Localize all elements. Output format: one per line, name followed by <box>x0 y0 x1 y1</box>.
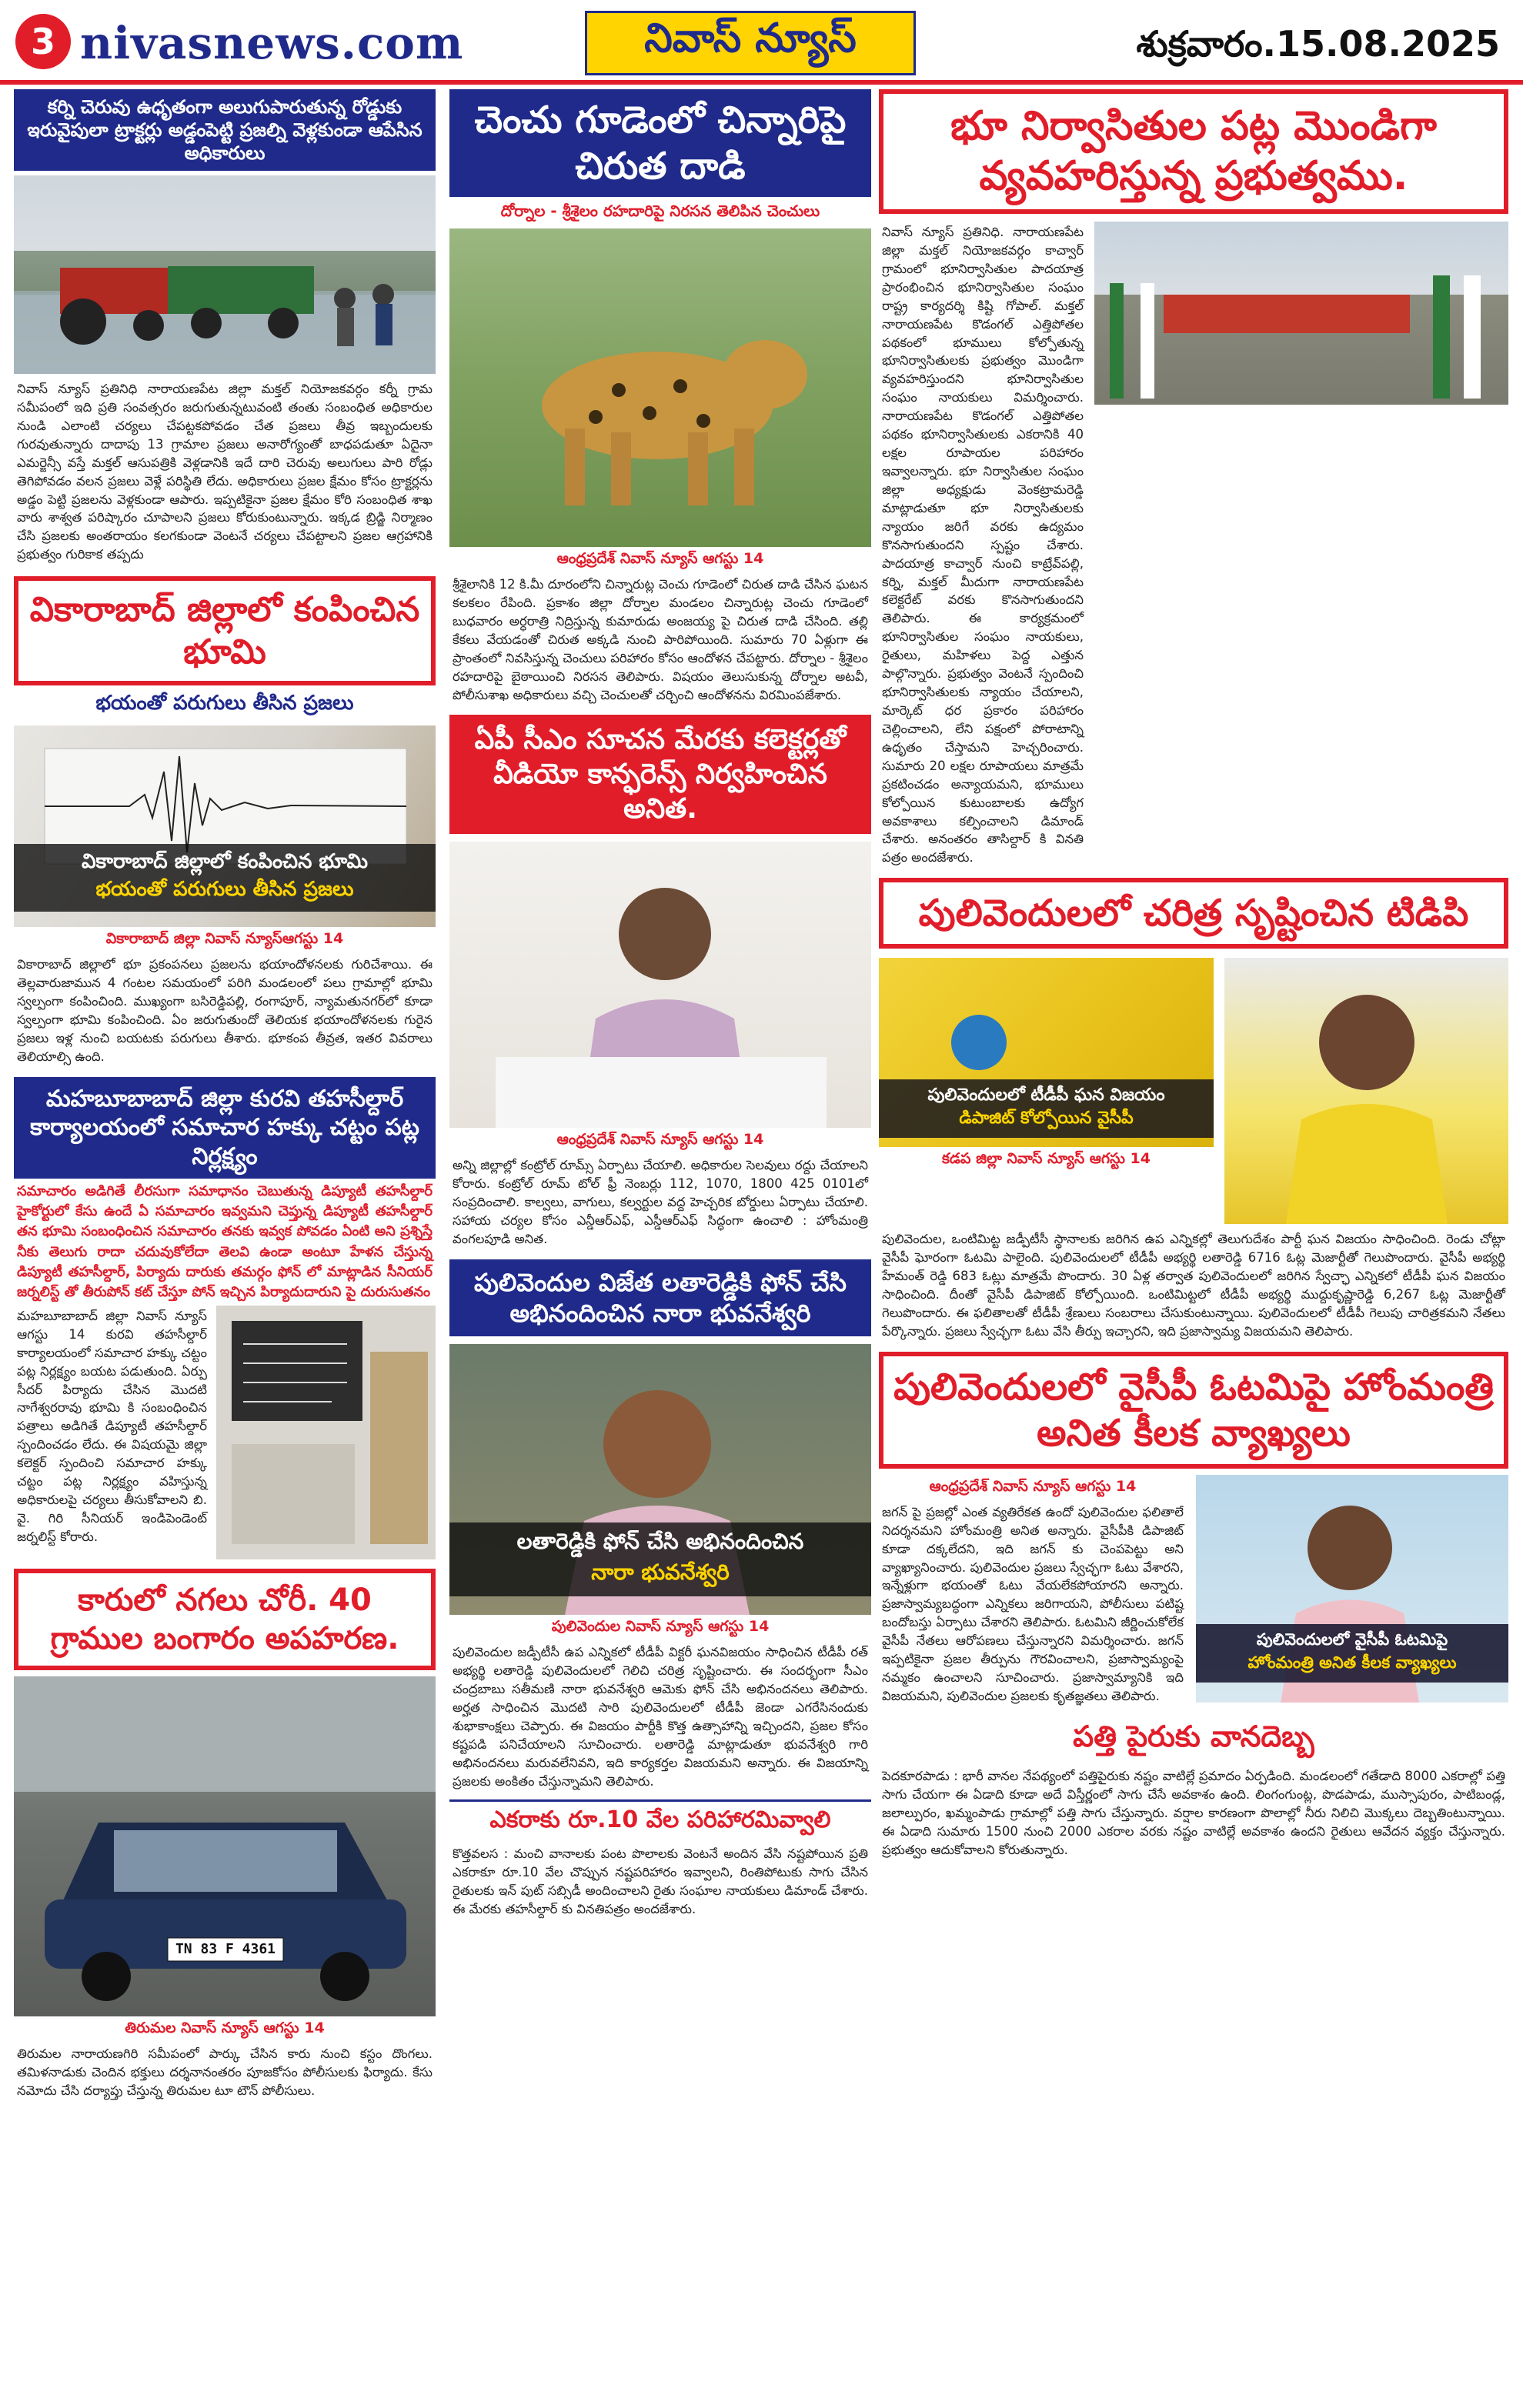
headline-tdp-history: పులివెందులలో చరిత్ర సృష్టించిన టిడిపి <box>879 878 1508 949</box>
column-middle <box>449 89 871 1920</box>
rti-body-row <box>14 1306 436 1559</box>
car-photo <box>14 1676 436 2016</box>
anitha-office-photo <box>449 842 871 1128</box>
article-anitha <box>879 1352 1508 1707</box>
article-tdp-history <box>879 878 1508 1342</box>
tdp-history-dateline: కడప జిల్లా నివాస్ న్యూస్ ఆగస్టు 14 <box>941 1150 1151 1168</box>
article-car-theft <box>14 1569 436 2102</box>
flood-photo <box>14 175 436 374</box>
tdp-history-body: పులివెందుల, ఒంటిమిట్ట జడ్పీటీసీ స్థానాలకు జరిగిన ఉప ఎన్నికల్లో తెలుగుదేశం పార్టీ ఘన విజయం సాధించింది. రెండు చోట్లా వైసీపీ ఘోరంగా ఓటమి పాలైంది. పులివెందులలో టీడీపీ అభ్యర్థి లతారెడ్డి 6716 ఓట్ల మెజార్టీతో గెలుపొందారు. వైసీపీ అభ్యర్థి హేమంత్ రెడ్డి 683 ఓట్లు మాత్రమే పొందారు. 30 ఏళ్ల తర్వాత పులివెందులలో జరిగిన స్వేచ్ఛా ఎన్నికలో టీడీపీ ఘన విజయం సాధించింది. దీంతో వైసీపీ డిపాజిట్ కోల్పోయింది. ఒంటిమిట్టలో టీడీపీ అభ్యర్థి ముద్దుకృష్ణారెడ్డి 6,267 ఓట్ల మెజార్టీతో గెలుపొందారు. ఈ ఫలితాలతో టీడీపీ శ్రేణులు సంబరాలు చేసుకుంటున్నాయి. పులివెందులలో టీడీపీ గెలుపు చారిత్రకమని నేతలు పేర్కొన్నారు. ప్రజలు స్వేచ్ఛగా ఓటు వేసి తీర్పు ఇచ్చారని, ఇది ప్రజాస్వామ్య విజయమని తెలిపారు. <box>882 1232 1505 1339</box>
leopard-photo <box>449 228 871 547</box>
tdp-history-row <box>879 958 1508 1224</box>
masthead <box>0 0 1523 85</box>
flood-body: నివాస్ న్యూస్ ప్రతినిధి నారాయణపేట జిల్లా మక్తల్ నియోజకవర్గం కర్నీ గ్రామ సమీపంలో ఇది ప్రతి సంవత్సరం జరుగుతున్నటువంటి తంతు సంబంధిత అధికారుల నుండి ఎలాంటి చర్యలు చేపట్టకపోవడం చేత ప్రజలు తీవ్ర ఇబ్బందులకు గురవుతున్నారు దాదాపు 13 గ్రామాల ప్రజలు అనారోగ్యంతో బాధపడుతూ ఏదైనా ఎమర్జెన్సీ వస్తే మక్తల్ ఆసుపత్రికి వెళ్లడానికి ఇదే దారి చెరువు అలుగులు పారి రోడ్లు తెగిపోవడం వలన ప్రజలు వెళ్లే పరిస్థితి లేదు. అధికారులు ప్రజల క్షేమం కోసం ట్రాక్టర్లను అడ్డం పెట్టి ప్రజలను వెళ్లకుండా ఆపారు. ఇప్పటికైనా ప్రజల క్షేమం కోరి సంబంధిత శాఖ వారు శాశ్వత పరిష్కారం చూపాలని ప్రజలు కోరుకుంటున్నారు. ఇక్కడ బ్రిడ్జి నిర్మాణం చేసి ప్రజలకు అంతరాయం కలగకుండా వెంటనే చర్యలు చేపట్టాలని ప్రజల ఆగ్రహానికి ప్రభుత్వం గురికాక తప్పదు <box>17 382 433 562</box>
cotton-body: పెదకూరపాడు : భారీ వానల నేపథ్యంలో పత్తిపైరుకు నష్టం వాటిల్లే ప్రమాదం ఏర్పడింది. మండలంలో గతేడాది 8000 ఎకరాల్లో పత్తి సాగు చేయగా ఈ ఏడాది కూడా అదే విస్తీర్ణంలో సాగు చేసే అవకాశం ఉంది. లింగంగుంట్ల, పొడపాడు, ముస్సాపురం, పాటిబండ్ల, జలాల్పురం, ఖమ్మంపాడు గ్రామాల్లో పత్తి సాగు చేస్తున్నారు. వర్షాల కారణంగా పొలాల్లో నీరు నిలిచి మొక్కలు దెబ్బతింటున్నాయి. ఈ ఏడాది సుమారు 1500 నుంచి 2000 ఎకరాల వరకు నష్టం వాటిల్లే అవకాశం ఉందని రైతులు ఆవేదన వ్యక్తం చేస్తున్నారు. ప్రభుత్వం ఆదుకోవాలని కోరుతున్నారు. <box>882 1768 1505 1857</box>
article-displaced <box>879 89 1508 869</box>
headline-car-theft: కారులో నగలు చోరీ. 40 గ్రాముల బంగారం అపహరణ. <box>14 1569 436 1670</box>
car-illustration <box>14 1676 436 2016</box>
tdp-overlay-line-2: డిపాజిట్ కోల్పోయిన వైసీపీ <box>959 1109 1134 1129</box>
article-rti <box>14 1077 436 1559</box>
headline-anitha: పులివెందులలో వైసీపీ ఓటమిపై హోంమంత్రి అనిత కీలక వ్యాఖ్యలు <box>879 1352 1508 1469</box>
displaced-row <box>879 222 1508 869</box>
page-number: 3 <box>15 14 71 69</box>
rti-lead: సమాచారం అడిగితే లీరసుగా సమాధానం చెబుతున్న డిప్యూటీ తహసీల్దార్ హైకోర్టులో కేసు ఉందే ఏ సమాచారం ఇవ్వమని చెప్తున్న డిప్యూటీ తహసీల్దార్ తన భూమి సంబంధించిన సమాచారం తనకు ఇవ్వక పోవడం ఏంటి అని ప్రశ్నిస్తే నీకు తెలుగు రాదా చదువుకోలేదా తెలవి ఉండా అంటూ హేళన చేస్తున్న డిప్యూటీ తహసీల్దార్, పిర్యాదు దారుకు తమర్గం ఫోన్ లో మాట్లాడిన సీనియర్ జర్నలిస్ట్ తో తీరుపోన్ కట్ చేస్తూ పోన్ ఇచ్చిన పిర్యాదుదారుని పై దురుసుతనం <box>17 1183 433 1300</box>
latha-reddy-portrait <box>1224 958 1508 1224</box>
article-leopard <box>449 89 871 705</box>
headline-displaced: భూ నిర్వాసితుల పట్ల మొండిగా వ్యవహరిస్తున్న ప్రభుత్వము. <box>879 89 1508 214</box>
anitha-dateline: ఆంధ్రప్రదేశ్ నివాస్ న్యూస్ ఆగస్టు 14 <box>929 1477 1137 1495</box>
quake-body: వికారాబాద్ జిల్లాలో భూ ప్రకంపనలు ప్రజలను భయాందోళనలకు గురిచేశాయి. ఈ తెల్లవారుజామున 4 గంటల సమయంలో పరిగి మండలంలో పలు గ్రామాల్లో భూమి స్వల్పంగా కంపించింది. ముఖ్యంగా బసిరెడ్డిపల్లి, రంగాపూర్, న్యామతునగర్‌లో కూడా స్వల్పంగా భూమి కంపించింది. ఏం జరుగుతుందో తెలియక భయాందోళనలకు గురైన ప్రజలు ఇళ్ల నుంచి బయటకు పరుగులు తీశారు. భూకంప తీవ్రత, ఇతర వివరాలు తెలియాల్సి ఉంది. <box>17 957 433 1064</box>
bhuvaneswari-overlay-line-2: నారా భువనేశ్వరి <box>591 1559 730 1586</box>
headline-leopard: చెంచు గూడెంలో చిన్నారిపై చిరుత దాడి <box>449 89 871 197</box>
anitha-row <box>879 1475 1508 1707</box>
issue-date: శుక్రవారం.15.08.2025 <box>1136 23 1500 65</box>
quake-overlay-line-2: భయంతో పరుగులు తీసిన ప్రజలు <box>95 878 354 902</box>
headline-flood: కర్ని చెరువు ఉధృతంగా అలుగుపారుతున్న రోడ్డుకు ఇరువైపులా ట్రాక్టర్లు అడ్డంపెట్టి ప్రజల్ని వెళ్లకుండా ఆపేసిన అధికారులు <box>14 89 436 171</box>
displaced-body: నివాస్ న్యూస్ ప్రతినిధి. నారాయణపేట జిల్లా మక్తల్ నియోజకవర్గం కాచ్వార్ గ్రామంలో భూనిర్వాసితుల పాదయాత్ర ప్రారంభించిన భూనిర్వాసితుల సంఘం రాష్ట్ర కార్యదర్శి కిష్టి గోపాల్. మక్తల్ నారాయణపేట కొడంగల్ ఎత్తిపోతల పథకంలో భూములు కోల్పోతున్న భూనిర్వాసితులకు ప్రభుత్వం మొండిగా వ్యవహరిస్తుందని భూనిర్వాసితుల సంఘం నాయకులు విమర్శించారు. నారాయణపేట కొడంగల్ ఎత్తిపోతల పథకం భూనిర్వాసితులకు ఎకరానికి 40 లక్షల రూపాయల పరిహారం ఇవ్వాలన్నారు. భూ నిర్వాసితుల సంఘం జిల్లా అధ్యక్షుడు వెంకట్రామరెడ్డి మాట్లాడుతూ భూ నిర్వాసితులకు న్యాయం జరిగే వరకు ఉద్యమం కొనసాగుతుందని స్పష్టం చేశారు. పాదయాత్ర కాచ్వార్ నుంచి కాట్రేవ్‌పల్లి, కర్ని, మక్తల్ మీదుగా నారాయణపేట కలెక్టరేట్ వరకు కొనసాగుతుందని తెలిపారు. ఈ కార్యక్రమంలో భూనిర్వాసితుల సంఘం నాయకులు, రైతులు, మహిళలు పెద్ద ఎత్తున పాల్గొన్నారు. ప్రభుత్వం వెంటనే స్పందించి భూనిర్వాసితులకు న్యాయం చేయాలని, మార్కెట్ ధర ప్రకారం పరిహారం చెల్లించాలని, లేని పక్షంలో పోరాటాన్ని ఉధృతం చేస్తామని హెచ్చరించారు. సుమారు 20 లక్షల రూపాయలు మాత్రమే ప్రకటించడం అన్యాయమని, భూములు కోల్పోయిన కుటుంబాలకు ఉద్యోగ అవకాశాలు కల్పించాలని డిమాండ్ చేశారు. అనంతరం తాసిల్దార్ కి వినతి పత్రం అందజేశారు. <box>882 225 1084 865</box>
bhuvaneswari-overlay-line-1: లతారెడ్డికి ఫోన్ చేసి అభినందించిన <box>516 1529 804 1555</box>
car-theft-dateline: తిరుమల నివాస్ న్యూస్ ఆగస్టు 14 <box>125 2019 325 2036</box>
leopard-body: శ్రీశైలానికి 12 కి.మీ దూరంలోని చిన్నారుట్ల చెంచు గూడెంలో చిరుత దాడి చేసిన ఘటన కలకలం రేపింది. ప్రకాశం జిల్లా దోర్నాల మండలం చిన్నారుట్ల చెంచు గూడెంలో బుధవారం అర్ధరాత్రి నిద్రిస్తున్న కుమారుడు అంజయ్య పై చిరుత దాడి చేసింది. తల్లి కేకలు వేయడంతో చిరుత అక్కడి నుంచి పారిపోయింది. సుమారు 70 ఏళ్లుగా ఈ ప్రాంతంలో నివసిస్తున్న చెంచులు పరిహారం కోసం ఆందోళన చేపట్టారు. దోర్నాల - శ్రీశైలం రహదారిపై బైఠాయించి నిరసన తెలిపారు. విషయం తెలుసుకున్న దోర్నాల అటవీ, పోలీసుశాఖ అధికారులు వచ్చి చెంచులతో చర్చించి ఆందోళనను విరమింపజేశారు. <box>453 577 868 702</box>
car-theft-body: తిరుమల నారాయణగిరి సమీపంలో పార్కు చేసిన కారు నుంచి కస్టం దొంగలు. తమిళనాడుకు చెందిన భక్తులు దర్శనానంతరం పూజకోసం పోలీసులకు ఫిర్యాదు. కేసు నమోదు చేసి దర్యాప్తు చేస్తున్న తిరుమల టూ టౌన్ పోలీసులు. <box>17 2046 433 2098</box>
rti-body: మహబూబాబాద్ జిల్లా నివాస్ న్యూస్ ఆగస్టు 14 కురవి తహసీల్దార్ కార్యాలయంలో సమాచార హక్కు చట్టం పట్ల నిర్లక్ష్యం బయట పడుతుంది. ఏర్పు సీదర్ పిర్యాదు చేసిన మొదటి నాగేశ్వరరావు భూమి కి సంబంధించిన పత్రాలు అడిగితే డిప్యూటీ తహసీల్దార్ స్పందించడం లేదు. ఈ విషయమై జిల్లా కలెక్టర్ స్పందించి సమాచార హక్కు చట్టం పట్ల నిర్లక్ష్యం వహిస్తున్న అధికారులపై చర్యలు తీసుకోవాలని బి. వై. గిరి సీనియర్ ఇండిపెండెంట్ జర్నలిస్ట్ కోరారు. <box>17 1308 207 1544</box>
tdp-photo-overlay <box>879 1079 1214 1138</box>
collectors-body: అన్ని జిల్లాల్లో కంట్రోల్ రూమ్స్ ఏర్పాటు చేయాలి. అధికారుల సెలవులు రద్దు చేయాలని కోరారు. కంట్రోల్ రూమ్ టోల్ ఫ్రీ నెంబర్లు 112, 1070, 1800 425 0101లో సంప్రదించాలి. కాల్వలు, వాగులు, కల్వర్టుల వద్ద హెచ్చరిక బోర్డులు ఏర్పాటు చేయాలి. సహాయ చర్యల కోసం ఎన్డీఆర్ఎఫ్, ఎస్డీఆర్ఎఫ్ సిద్ధంగా ఉంచాలి : హోంమంత్రి వంగలపూడి అనిత. <box>453 1158 868 1247</box>
leopard-illustration <box>449 228 871 547</box>
newspaper-logo: నివాస్ న్యూస్ <box>585 11 916 75</box>
anitha-photo-overlay <box>1196 1624 1508 1683</box>
bhuvaneswari-photo-overlay <box>449 1523 871 1596</box>
leopard-dateline: ఆంధ్రప్రదేశ్ నివాస్ న్యూస్ ఆగస్టు 14 <box>556 550 764 567</box>
anitha-portrait <box>1196 1475 1508 1703</box>
latha-reddy-photo <box>449 1344 871 1615</box>
column-right <box>879 89 1508 1861</box>
license-plate: TN 83 F 4361 <box>175 1941 276 1958</box>
quake-photo-overlay <box>14 844 436 912</box>
quake-dateline: వికారాబాద్ జిల్లా నివాస్ న్యూస్ఆగస్టు 14 <box>105 930 344 948</box>
article-quake <box>14 576 436 1068</box>
bhuvaneswari-body: పులివెందుల జడ్పీటీసీ ఉప ఎన్నికలో టీడీపీ విక్టరీ ఘనవిజయం సాధించిన టీడీపీ రత్ అభ్యర్థి లతారెడ్డి పులివెందులలో గెలిచి చరిత్ర సృష్టించారు. ఈ సందర్భంగా సీఎం చంద్రబాబు సతీమణి నారా భువనేశ్వరి ఆమెకు ఫోన్ చేసి అభినందనలు తెలిపారు. అర్హత సాధించిన మొదటి సారి పులివెందులలో టీడీపీ జెండా ఎగరేసినందుకు శుభాకాంక్షలు చెప్పారు. ఈ విజయం పార్టీకి కొత్త ఉత్సాహాన్ని ఇచ్చిందని, ప్రజల కోసం కష్టపడి పనిచేయాలని సూచించారు. లతారెడ్డి మాట్లాడుతూ భువనేశ్వరి గారి అభినందనలు మరువలేనివని, ఇది కార్యకర్తల విజయమని అన్నారు. ఈ విజయాన్ని ప్రజలకు అంకితం చేస్తున్నామని తెలిపారు. <box>453 1645 868 1789</box>
subhead-leopard: దోర్నాల - శ్రీశైలం రహదారిపై నిరసన తెలిపిన చెంచులు <box>500 202 820 220</box>
protest-march-illustration <box>1094 222 1508 405</box>
headline-rti: మహబూబాబాద్ జిల్లా కురవి తహసీల్దార్ కార్యాలయంలో సమాచార హక్కు చట్టం పట్ల నిర్లక్ష్యం <box>14 1077 436 1179</box>
article-cotton <box>879 1715 1508 1861</box>
anitha-overlay-line-1: పులివెందులలో వైసీపీ ఓటమిపై <box>1256 1629 1448 1649</box>
tdp-overlay-line-1: పులివెందులలో టీడీపీ ఘన విజయం <box>927 1086 1165 1106</box>
headline-compensation: ఎకరాకు రూ.10 వేల పరిహారమివ్వాలి <box>449 1799 871 1843</box>
minister-at-desk-illustration <box>449 842 871 1128</box>
protest-march-photo <box>1094 222 1508 405</box>
quake-overlay-line-1: వికారాబాద్ జిల్లాలో కంపించిన భూమి <box>82 850 368 874</box>
article-flood <box>14 89 436 565</box>
anitha-body: జగన్ పై ప్రజల్లో ఎంత వ్యతిరేకత ఉందో పులివెందుల ఫలితాలే నిదర్శనమని హోంమంత్రి అనిత అన్నారు. వైసీపీకి డిపాజిట్ కూడా దక్కలేదని, ఇది జగన్ కు చెంపపెట్టు అని వ్యాఖ్యానించారు. పులివెందుల ప్రజలు స్వేచ్ఛగా ఓటు వేశారని, ఇన్నేళ్లుగా భయంతో ఓటు వేయలేకపోయారని అన్నారు. ప్రజాస్వామ్యబద్ధంగా ఎన్నికలు జరిగాయని, పోలీసులు పటిష్ట బందోబస్తు ఏర్పాటు చేశారని తెలిపారు. ఓటమిని జీర్ణించుకోలేక వైసీపీ నేతలు ఆరోపణలు చేస్తున్నారని విమర్శించారు. జగన్ ఇప్పటికైనా ప్రజల తీర్పును గౌరవించాలని, ప్రజాస్వామ్యంపై నమ్మకం ఉంచాలని సూచించారు. ప్రజాస్వామ్యానికి ఇది విజయమని, పులివెందుల ప్రజలకు కృతజ్ఞతలు తెలిపారు. <box>882 1504 1184 1704</box>
tdp-flag-photo <box>879 958 1214 1147</box>
notice-board-illustration <box>216 1306 436 1559</box>
compensation-body: కొత్తవలస : మంచి వానాలకు పంట పొలాలకు వెంటనే అందిన వేసి నష్టపోయిన ప్రతి ఎకరాకూ రూ.10 వేల చొప్పున నష్టపరిహారం ఇవ్వాలని, రింతిపోటుకు సాగు చేసిన రైతులకు ఇన్ పుట్ సబ్సిడీ అందించాలని రైతు సంఘాల నాయకులు డిమాండ్ చేశారు. ఈ మేరకు తహసీల్దార్ కు వినతిపత్రం అందజేశారు. <box>453 1846 868 1917</box>
collectors-dateline: ఆంధ్రప్రదేశ్ నివాస్ న్యూస్ ఆగస్టు 14 <box>556 1131 764 1149</box>
article-compensation <box>449 1799 871 1920</box>
seismograph-photo <box>14 725 436 927</box>
headline-cotton: పత్తి పైరుకు వానదెబ్బ <box>1073 1719 1314 1753</box>
bhuvaneswari-dateline: పులివెందుల నివాస్ న్యూస్ ఆగస్టు 14 <box>551 1618 770 1636</box>
tdp-history-left <box>879 958 1214 1224</box>
anitha-left <box>879 1475 1187 1707</box>
article-bhuvaneswari <box>449 1259 871 1792</box>
headline-quake: వికారాబాద్ జిల్లాలో కంపించిన భూమి <box>14 576 436 685</box>
tractor-roadblock-illustration <box>14 175 436 374</box>
candidate-portrait-illustration <box>1224 958 1508 1224</box>
article-collectors <box>449 715 871 1250</box>
headline-bhuvaneswari: పులివెందుల విజేత లతారెడ్డికి ఫోన్ చేసి అభినందించిన నారా భువనేశ్వరి <box>449 1259 871 1336</box>
site-url[interactable]: nivasnews.com <box>80 17 464 69</box>
column-left <box>14 89 436 2102</box>
headline-collectors: ఏపీ సీఎం సూచన మేరకు కలెక్టర్లతో వీడియో కాన్ఫరెన్స్ నిర్వహించిన అనిత. <box>449 715 871 834</box>
subhead-quake: భయంతో పరుగులు తీసిన ప్రజలు <box>95 692 354 715</box>
anitha-overlay-line-2: హోంమంత్రి అనిత కీలక వ్యాఖ్యలు <box>1247 1653 1457 1672</box>
office-board-photo <box>216 1306 436 1559</box>
